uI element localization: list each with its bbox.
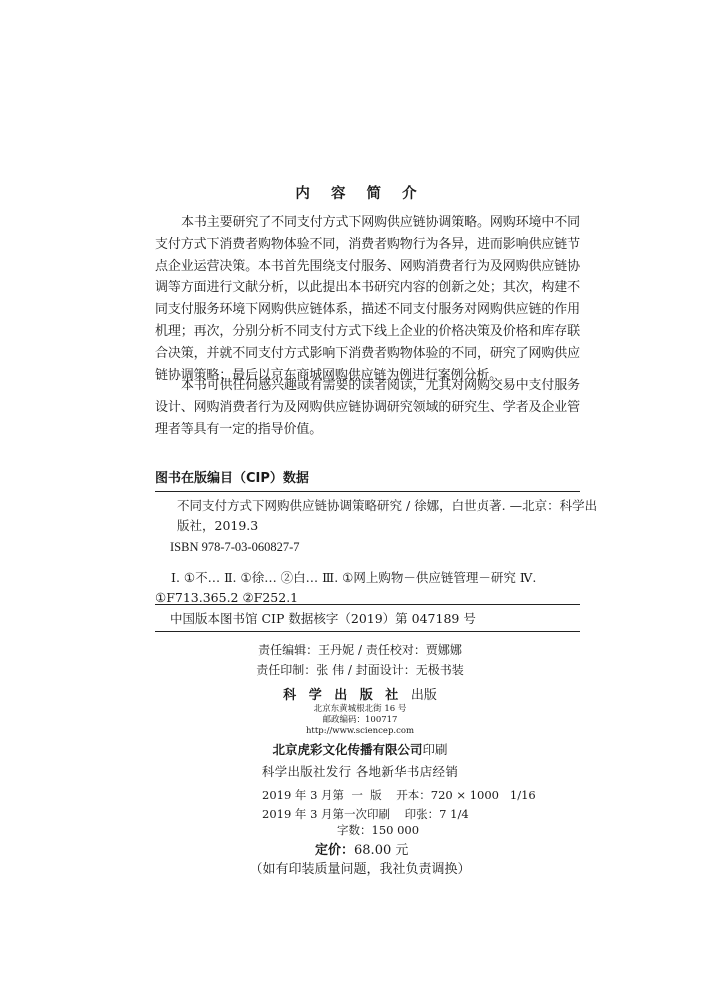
cip-record: 不同支付方式下网购供应链协调策略研究 / 徐娜，白世贞著. —北京：科学出版社，2019.3 — [177, 498, 598, 533]
credits-editors: 责任编辑：王丹妮 / 责任校对：贾娜娜 — [258, 643, 462, 657]
publisher-line — [0, 684, 720, 703]
publisher-name: 科 学 出 版 社 — [283, 688, 403, 703]
publisher-address: 北京东黄城根北街 16 号 — [313, 704, 407, 714]
cip-classification: Ⅰ. ①不… Ⅱ. ①徐… ②白… Ⅲ. ①网上购物－供应链管理－研究 Ⅳ. ①F713.365.2 ②F252.1 — [155, 570, 537, 605]
edition-line-1: 2019 年 3 月第 一 版 开本：720 × 1000 1/16 — [262, 788, 536, 802]
printer-suffix: 印刷 — [422, 742, 448, 757]
publisher-suffix: 出版 — [410, 688, 437, 703]
summary-paragraph-1: 本书主要研究了不同支付方式下网购供应链协调策略。网购环境中不同支付方式下消费者购物体验不同，消费者购物行为各异，进而影响供应链节点企业运营决策。本书首先围绕支付服务、网购消费者行为及网购供应链协调等方面进行文献分析，以此提出本书研究内容的创新之处；其次，构建不同支付服务环境下网购供应链体系，描述不同支付服务对网购供应链的作用机理；再次，分别分析不同支付方式下线上企业的价格决策及价格和库存联合决策，并就不同支付方式影响下消费者购物体验的不同，研究了网购供应链协调策略；最后以京东商城网购供应链为例进行案例分析。 — [155, 215, 580, 383]
publisher-url: http://www.sciencep.com — [305, 726, 415, 736]
edition-word-count: 字数：150 000 — [337, 823, 420, 837]
printer-name: 北京虎彩文化传播有限公司 — [272, 742, 423, 757]
credits-production: 责任印制：张 伟 / 封面设计：无极书装 — [256, 663, 464, 677]
cip-isbn: ISBN 978-7-03-060827-7 — [170, 540, 300, 554]
edition-line-2: 2019 年 3 月第一次印刷 印张：7 1/4 — [262, 807, 469, 821]
price-value: 68.00 元 — [354, 843, 409, 858]
printer-line — [0, 740, 720, 758]
distribution-line: 科学出版社发行 各地新华书店经销 — [261, 764, 459, 779]
quality-note: （如有印装质量问题，我社负责调换） — [249, 862, 471, 877]
summary-title: 内 容 简 介 — [295, 186, 425, 202]
price-label: 定价： — [315, 843, 355, 858]
price-line — [315, 839, 408, 858]
cip-number: 中国版本图书馆 CIP 数据核字（2019）第 047189 号 — [155, 604, 580, 632]
publisher-postcode: 邮政编码：100717 — [322, 715, 398, 725]
cip-heading: 图书在版编目（CIP）数据 — [155, 467, 580, 492]
summary-paragraph-2: 本书可供任何感兴趣或有需要的读者阅读，尤其对网购交易中支付服务设计、网购消费者行为及网购供应链协调研究领域的研究生、学者及企业管理者等具有一定的指导价值。 — [155, 378, 580, 437]
